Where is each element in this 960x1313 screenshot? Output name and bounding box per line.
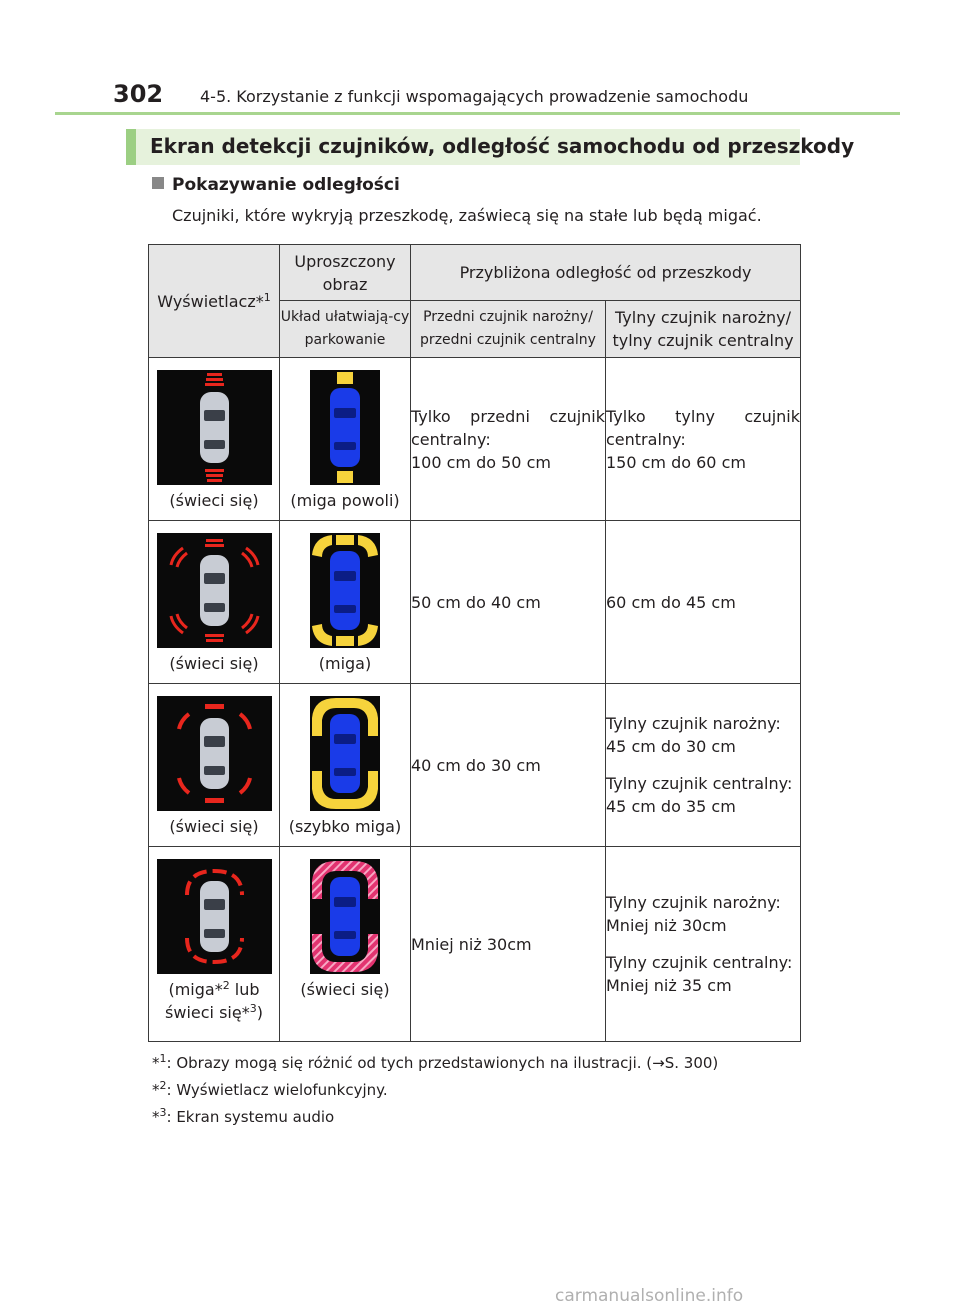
table-row <box>149 847 801 1042</box>
table-row <box>149 358 801 521</box>
simplified-image-icon <box>310 696 380 811</box>
rear-distance-cell: Tylko tylny czujnik centralny: 150 cm do 60 cm <box>606 358 801 521</box>
header-approx-distance: Przybliżona odległość od przeszkody <box>411 245 801 301</box>
chapter-title: 4-5. Korzystanie z funkcji wspomagających prowadzenie samochodu <box>200 87 749 106</box>
footnote: *$^3$: Ekran systemu audio <box>152 1106 335 1126</box>
rear-distance-cell: 60 cm do 45 cm <box>606 521 801 684</box>
header-divider <box>55 112 900 115</box>
simplified-caption: (miga powoli) <box>290 491 400 510</box>
simplified-image-icon <box>310 533 380 648</box>
front-distance-cell: 40 cm do 30 cm <box>411 684 606 847</box>
display-screen-icon <box>157 859 272 974</box>
front-distance-cell: 50 cm do 40 cm <box>411 521 606 684</box>
section-banner <box>126 129 855 165</box>
bullet-square-icon <box>152 177 164 189</box>
simplified-caption: (miga) <box>318 654 372 673</box>
display-caption: (świeci się) <box>169 817 259 836</box>
sub-heading-text: Pokazywanie odległości <box>172 175 400 195</box>
footnote: *$^2$: Wyświetlacz wielofunkcyjny. <box>152 1079 388 1099</box>
rear-distance-cell: Tylny czujnik narożny: 45 cm do 30 cm Tylny czujnik centralny: 45 cm do 35 cm <box>606 684 801 847</box>
front-distance-cell: Tylko przedni czujnik centralny: 100 cm do 50 cm <box>411 358 606 521</box>
header-simplified: Uproszczony obraz <box>280 245 411 301</box>
header-front-sensor: Przedni czujnik narożny/ przedni czujnik centralny <box>411 301 606 358</box>
footnotes <box>152 1050 718 1131</box>
display-screen-icon <box>157 533 272 648</box>
simplified-caption: (szybko miga) <box>288 817 402 836</box>
footnote: *$^1$: Obrazy mogą się różnić od tych przedstawionych na ilustracji. (→S. 300) <box>152 1052 719 1072</box>
distance-table <box>148 244 801 1042</box>
header-rear-sensor: Tylny czujnik narożny/ tylny czujnik centralny <box>606 301 801 358</box>
section-title: Ekran detekcji czujników, odległość samochodu od przeszkody <box>150 134 855 158</box>
display-screen-icon <box>157 696 272 811</box>
rear-distance-cell: Tylny czujnik narożny: Mniej niż 30cm Tylny czujnik centralny: Mniej niż 35 cm <box>606 847 801 1042</box>
display-screen-icon <box>157 370 272 485</box>
simplified-caption: (świeci się) <box>300 980 390 999</box>
watermark: carmanualsonline.info <box>555 1286 744 1306</box>
header-display: Wyświetlacz*$^1$ <box>149 245 280 358</box>
page-number: 302 <box>113 80 164 108</box>
sub-heading <box>152 175 400 195</box>
table-row <box>149 684 801 847</box>
intro-text: Czujniki, które wykryją przeszkodę, zaświecą się na stałe lub będą migać. <box>172 206 762 225</box>
front-distance-cell: Mniej niż 30cm <box>411 847 606 1042</box>
simplified-image-icon <box>310 370 380 485</box>
simplified-image-icon <box>310 859 380 974</box>
header-parking-system: Układ ułatwiają-cy parkowanie <box>280 301 411 358</box>
table-row <box>149 521 801 684</box>
display-caption: (świeci się) <box>169 491 259 510</box>
display-caption: (świeci się) <box>169 654 259 673</box>
display-caption: (miga*$^2$ lub świeci się*$^3$) <box>165 979 263 1022</box>
